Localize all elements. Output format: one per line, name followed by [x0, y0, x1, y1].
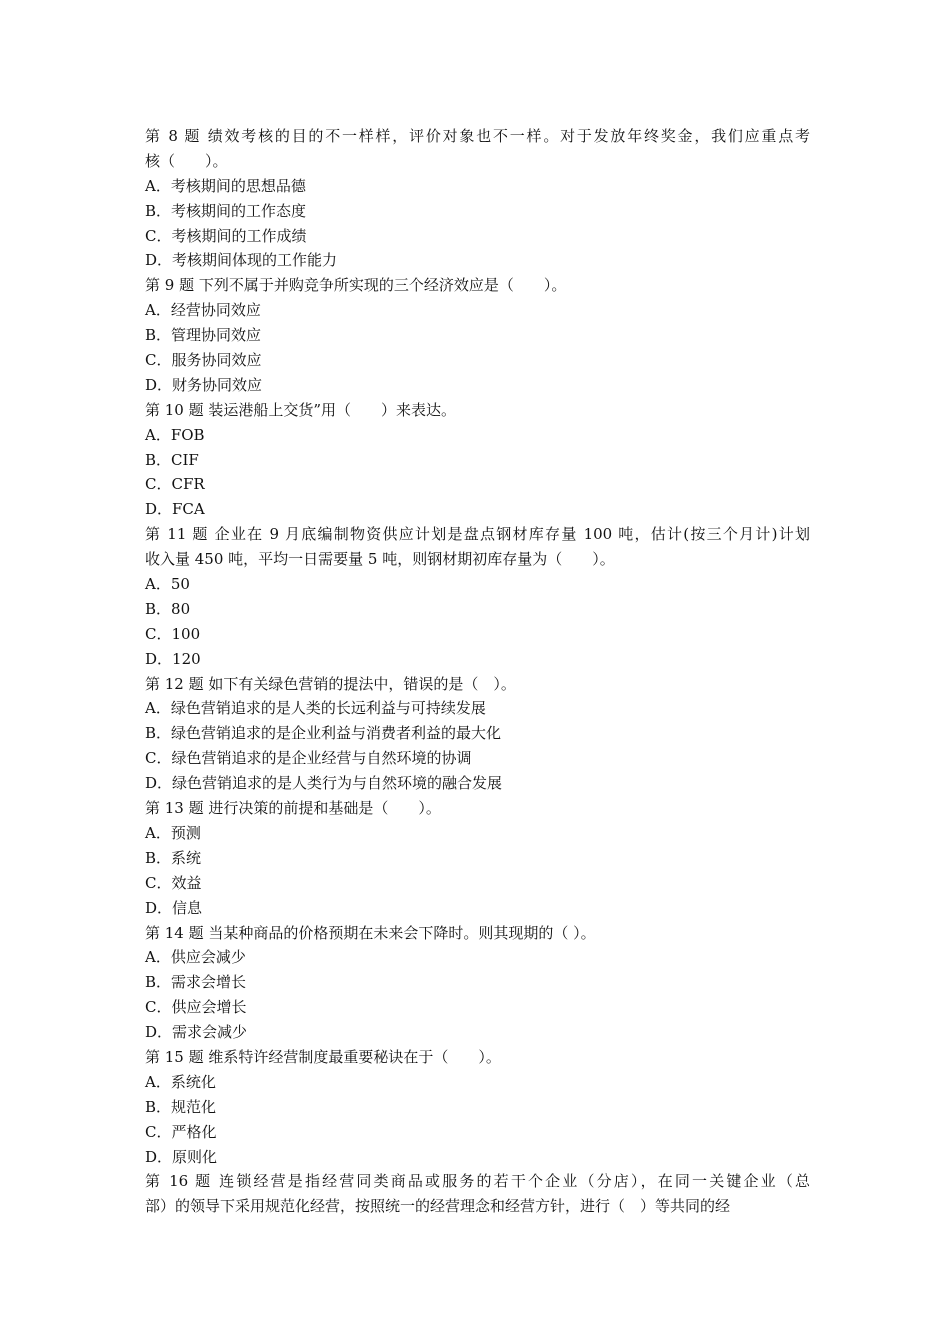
answer-option: C．服务协同效应: [145, 351, 262, 370]
answer-option: B．管理协同效应: [145, 326, 262, 345]
answer-option: A．绿色营销追求的是人类的长远利益与可持续发展: [145, 699, 486, 718]
question-block: [145, 921, 810, 1045]
answer-option: B．80: [145, 599, 191, 618]
answer-option: D．120: [145, 649, 201, 668]
answer-option: C．CFR: [145, 475, 205, 494]
answer-option: B．系统: [145, 848, 202, 867]
answer-option: B．规范化: [145, 1097, 217, 1116]
answer-option: A．供应会减少: [145, 948, 246, 967]
question-block: [145, 1045, 810, 1169]
answer-option: C．100: [145, 624, 201, 643]
answer-option: C．效益: [145, 873, 202, 892]
question-block: [145, 522, 810, 671]
answer-option: D．财务协同效应: [145, 375, 263, 394]
answer-option: C．严格化: [145, 1122, 217, 1141]
answer-option: A．预测: [145, 823, 201, 842]
question-text: 第 16 题 连锁经营是指经营同类商品或服务的若干个企业（分店），在同一关键企业（总: [145, 1172, 810, 1191]
answer-option: D．信息: [145, 898, 203, 917]
question-block: [145, 1169, 810, 1219]
question-block: [145, 672, 810, 796]
answer-option: B．考核期间的工作态度: [145, 201, 307, 220]
question-text: 第 11 题 企业在 9 月底编制物资供应计划是盘点钢材库存量 100 吨，估计(按三个月计)计划: [145, 525, 810, 544]
question-text: 第 15 题 维系特许经营制度最重要秘诀在于（ ）。: [145, 1047, 501, 1066]
question-text: 核（ ）。: [145, 151, 228, 170]
question-block: [145, 398, 810, 522]
answer-option: A．考核期间的思想品德: [145, 176, 306, 195]
answer-option: A．系统化: [145, 1072, 216, 1091]
question-text: 第 14 题 当某种商品的价格预期在未来会下降时。则其现期的（ ）。: [145, 923, 596, 942]
question-text: 部）的领导下采用规范化经营，按照统一的经营理念和经营方针，进行（ ）等共同的经: [145, 1197, 731, 1216]
question-block: [145, 273, 810, 397]
question-text: 收入量 450 吨，平均一日需要量 5 吨，则钢材期初库存量为（ ）。: [145, 550, 615, 569]
answer-option: C．考核期间的工作成绩: [145, 226, 307, 245]
question-block: [145, 124, 810, 273]
question-block: [145, 796, 810, 920]
answer-option: A．FOB: [145, 425, 205, 444]
answer-option: A．经营协同效应: [145, 301, 261, 320]
answer-option: B．绿色营销追求的是企业利益与消费者利益的最大化: [145, 724, 502, 743]
answer-option: C．供应会增长: [145, 998, 247, 1017]
question-text: 第 13 题 进行决策的前提和基础是（ ）。: [145, 799, 441, 818]
answer-option: B．CIF: [145, 450, 199, 469]
question-list: [145, 124, 810, 1219]
question-text: 第 9 题 下列不属于并购竞争所实现的三个经济效应是（ ）。: [145, 276, 567, 295]
answer-option: B．需求会增长: [145, 973, 247, 992]
answer-option: D．考核期间体现的工作能力: [145, 251, 338, 270]
answer-option: A．50: [145, 575, 190, 594]
answer-option: D．绿色营销追求的是人类行为与自然环境的融合发展: [145, 774, 503, 793]
question-text: 第 8 题 绩效考核的目的不一样样，评价对象也不一样。对于发放年终奖金，我们应重点考: [145, 127, 810, 145]
question-text: 第 12 题 如下有关绿色营销的提法中，错误的是（ ）。: [145, 674, 516, 693]
answer-option: C．绿色营销追求的是企业经营与自然环境的协调: [145, 749, 472, 768]
answer-option: D．FCA: [145, 500, 205, 519]
answer-option: D．原则化: [145, 1147, 218, 1166]
question-text: 第 10 题 装运港船上交货”用（ ）来表达。: [145, 400, 457, 419]
answer-option: D．需求会减少: [145, 1023, 248, 1042]
